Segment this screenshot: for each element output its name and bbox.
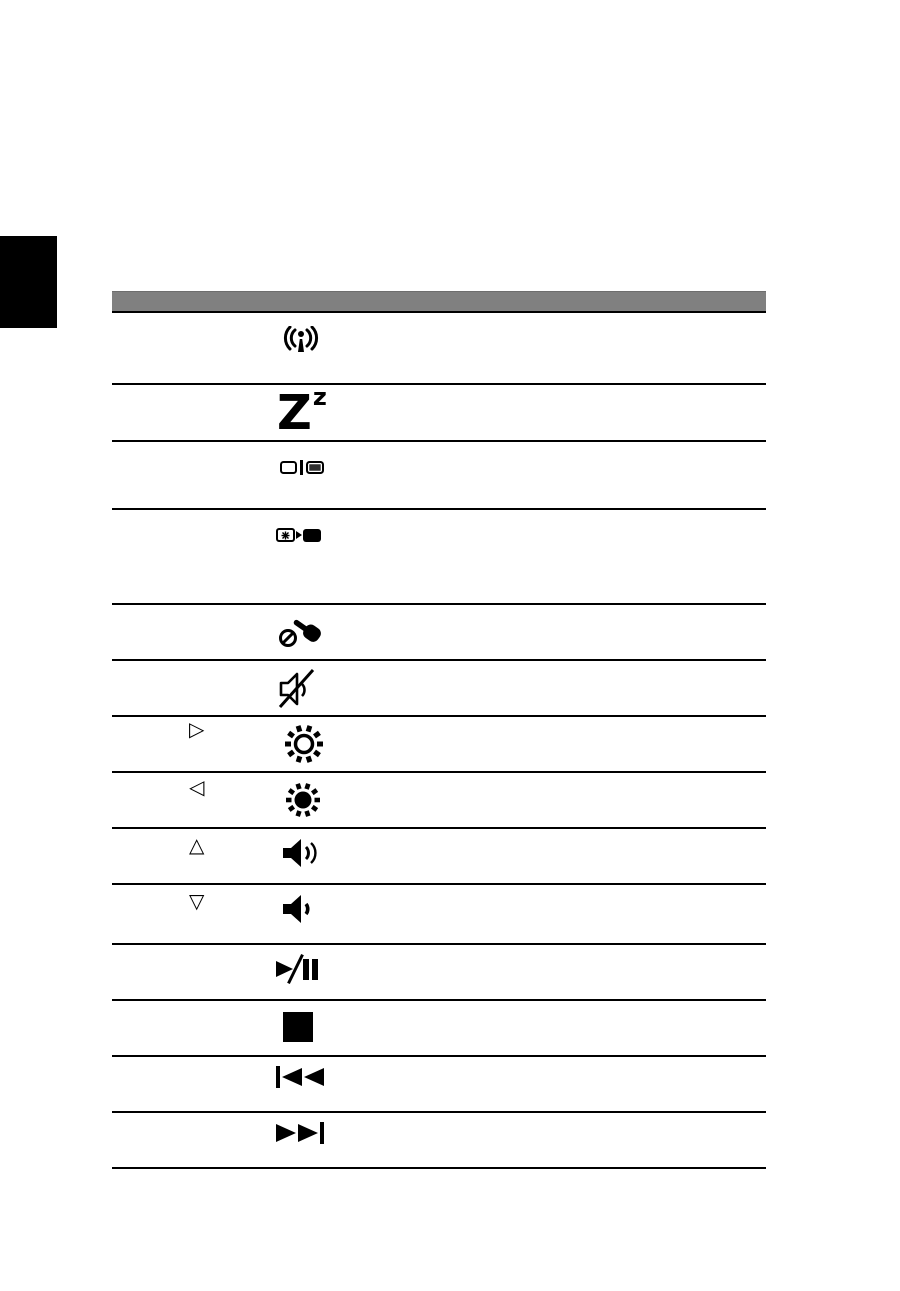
- volume-down-icon: [282, 893, 316, 925]
- stop-icon: [283, 1012, 313, 1042]
- table-row-speaker-toggle: [112, 661, 766, 717]
- volume-up-icon: [282, 837, 320, 869]
- prev-triangle: [282, 1068, 302, 1086]
- speaker-mute-icon: [277, 667, 319, 709]
- screen-blank-filled-box: [303, 529, 321, 542]
- pause-bar: [303, 959, 309, 980]
- table-row-brightness-down: [112, 773, 766, 829]
- next-bar: [320, 1122, 324, 1144]
- table-row-sleep: [112, 385, 766, 442]
- table-row-next: [112, 1113, 766, 1169]
- next-track-icon: [276, 1122, 324, 1144]
- table-row-stop: [112, 1001, 766, 1057]
- table-row-play-pause: [112, 945, 766, 1001]
- table-row-wireless: [112, 313, 766, 385]
- stop-square: [283, 1012, 313, 1042]
- brightness-up-icon: [282, 722, 326, 766]
- arrow-right-icon: ▷: [189, 717, 205, 741]
- next-triangle: [298, 1124, 318, 1142]
- screen-blank-icon: [276, 528, 321, 542]
- display-switch-icon: [280, 460, 324, 475]
- sleep-z-sup: z: [312, 383, 327, 411]
- star-glyph: [281, 531, 290, 540]
- table-header: [112, 291, 766, 313]
- table-row-previous: [112, 1057, 766, 1113]
- next-triangle: [276, 1124, 296, 1142]
- screen-blank-arrow: [296, 531, 302, 539]
- screen-blank-star-box: [276, 528, 295, 542]
- sleep-z-icon: [277, 383, 327, 441]
- side-tab: [0, 236, 57, 328]
- display-outline-box: [280, 461, 297, 474]
- table-row-touchpad-toggle: [112, 605, 766, 661]
- play-pause-icon: [276, 953, 318, 985]
- wireless-antenna-icon: [279, 326, 323, 356]
- prev-triangle: [304, 1068, 324, 1086]
- brightness-down-icon: [283, 780, 323, 820]
- arrow-down-icon: ▽: [189, 889, 205, 913]
- display-divider-bar: [300, 460, 303, 475]
- table-row-display-toggle: [112, 442, 766, 510]
- table-row-volume-up: [112, 829, 766, 885]
- arrow-up-icon: △: [189, 833, 205, 857]
- table-row-brightness-up: [112, 717, 766, 773]
- arrow-left-icon: ◁: [189, 775, 205, 799]
- display-filled-box: [306, 461, 324, 474]
- table-row-screen-blank: [112, 510, 766, 605]
- hotkey-table: [112, 291, 766, 1169]
- pause-bar: [312, 959, 318, 980]
- table-row-volume-down: [112, 885, 766, 945]
- previous-track-icon: [276, 1066, 324, 1088]
- prev-bar: [276, 1066, 280, 1088]
- touchpad-disable-icon: [278, 615, 326, 649]
- sleep-z-main: Z: [277, 385, 312, 441]
